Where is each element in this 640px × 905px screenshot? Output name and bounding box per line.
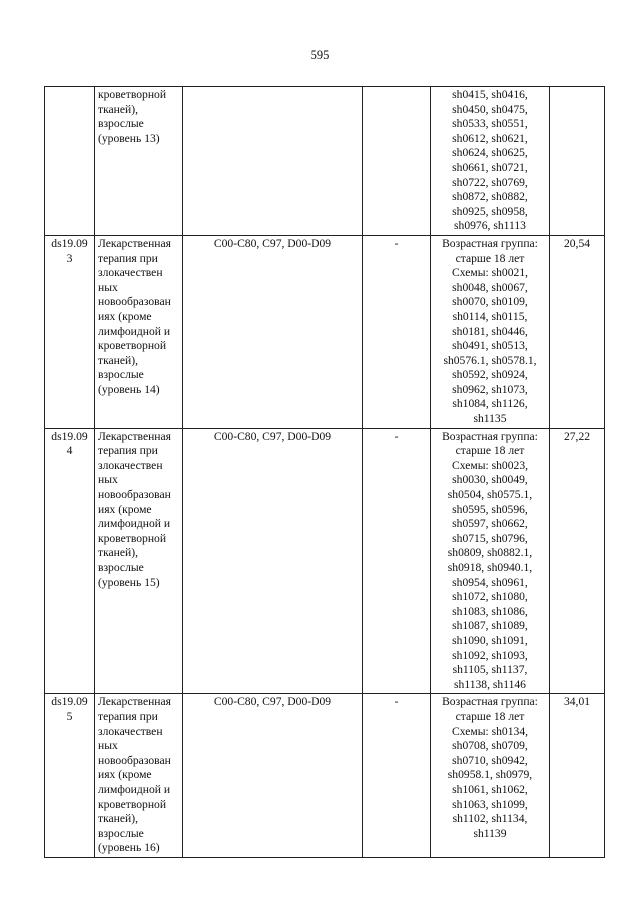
row-diagnosis: C00-C80, C97, D00-D09: [183, 694, 363, 858]
row-name: кроветворной тканей), взрослые (уровень 13): [95, 87, 183, 236]
row-diagnosis: C00-C80, C97, D00-D09: [183, 428, 363, 694]
row-coefficient: [550, 87, 605, 236]
row-coefficient: 20,54: [550, 235, 605, 428]
row-dash: [363, 87, 431, 236]
row-diagnosis: C00-C80, C97, D00-D09: [183, 235, 363, 428]
tariff-table: [44, 86, 605, 858]
row-dash: -: [363, 235, 431, 428]
row-code: [45, 87, 95, 236]
row-diagnosis: [183, 87, 363, 236]
row-attributes: Возрастная группа: старше 18 лет Схемы: sh0134, sh0708, sh0709, sh0710, sh0942, sh0958.1, sh0979, sh1061, sh1062, sh1063, sh1099, sh1102, sh1134, sh1139: [431, 694, 550, 858]
table-row: [45, 428, 605, 694]
table-row: [45, 694, 605, 858]
row-code: ds19.09 5: [45, 694, 95, 858]
row-coefficient: 34,01: [550, 694, 605, 858]
row-name: Лекарственная терапия при злокачествен ных новообразован иях (кроме лимфоидной и кроветворной тканей), взрослые (уровень 14): [95, 235, 183, 428]
row-dash: -: [363, 428, 431, 694]
row-attributes: Возрастная группа: старше 18 лет Схемы: sh0023, sh0030, sh0049, sh0504, sh0575.1, sh0595, sh0596, sh0597, sh0662, sh0715, sh0796, sh0809, sh0882.1, sh0918, sh0940.1, sh0954, sh0961, sh1072, sh1080, sh1083, sh1086, sh1087, sh1089, sh1090, sh1091, sh1092, sh1093, sh1105, sh1137, sh1138, sh1146: [431, 428, 550, 694]
row-name: Лекарственная терапия при злокачествен ных новообразован иях (кроме лимфоидной и кроветворной тканей), взрослые (уровень 15): [95, 428, 183, 694]
row-coefficient: 27,22: [550, 428, 605, 694]
row-attributes: Возрастная группа: старше 18 лет Схемы: sh0021, sh0048, sh0067, sh0070, sh0109, sh0114, sh0115, sh0181, sh0446, sh0491, sh0513, sh0576.1, sh0578.1, sh0592, sh0924, sh0962, sh1073, sh1084, sh1126, sh1135: [431, 235, 550, 428]
row-name: Лекарственная терапия при злокачествен ных новообразован иях (кроме лимфоидной и кроветворной тканей), взрослые (уровень 16): [95, 694, 183, 858]
row-code: ds19.09 3: [45, 235, 95, 428]
row-code: ds19.09 4: [45, 428, 95, 694]
row-attributes: sh0415, sh0416, sh0450, sh0475, sh0533, sh0551, sh0612, sh0621, sh0624, sh0625, sh0661, sh0721, sh0722, sh0769, sh0872, sh0882, sh0925, sh0958, sh0976, sh1113: [431, 87, 550, 236]
row-dash: -: [363, 694, 431, 858]
table-row: [45, 87, 605, 236]
page-number: 595: [310, 48, 330, 62]
table-row: [45, 235, 605, 428]
